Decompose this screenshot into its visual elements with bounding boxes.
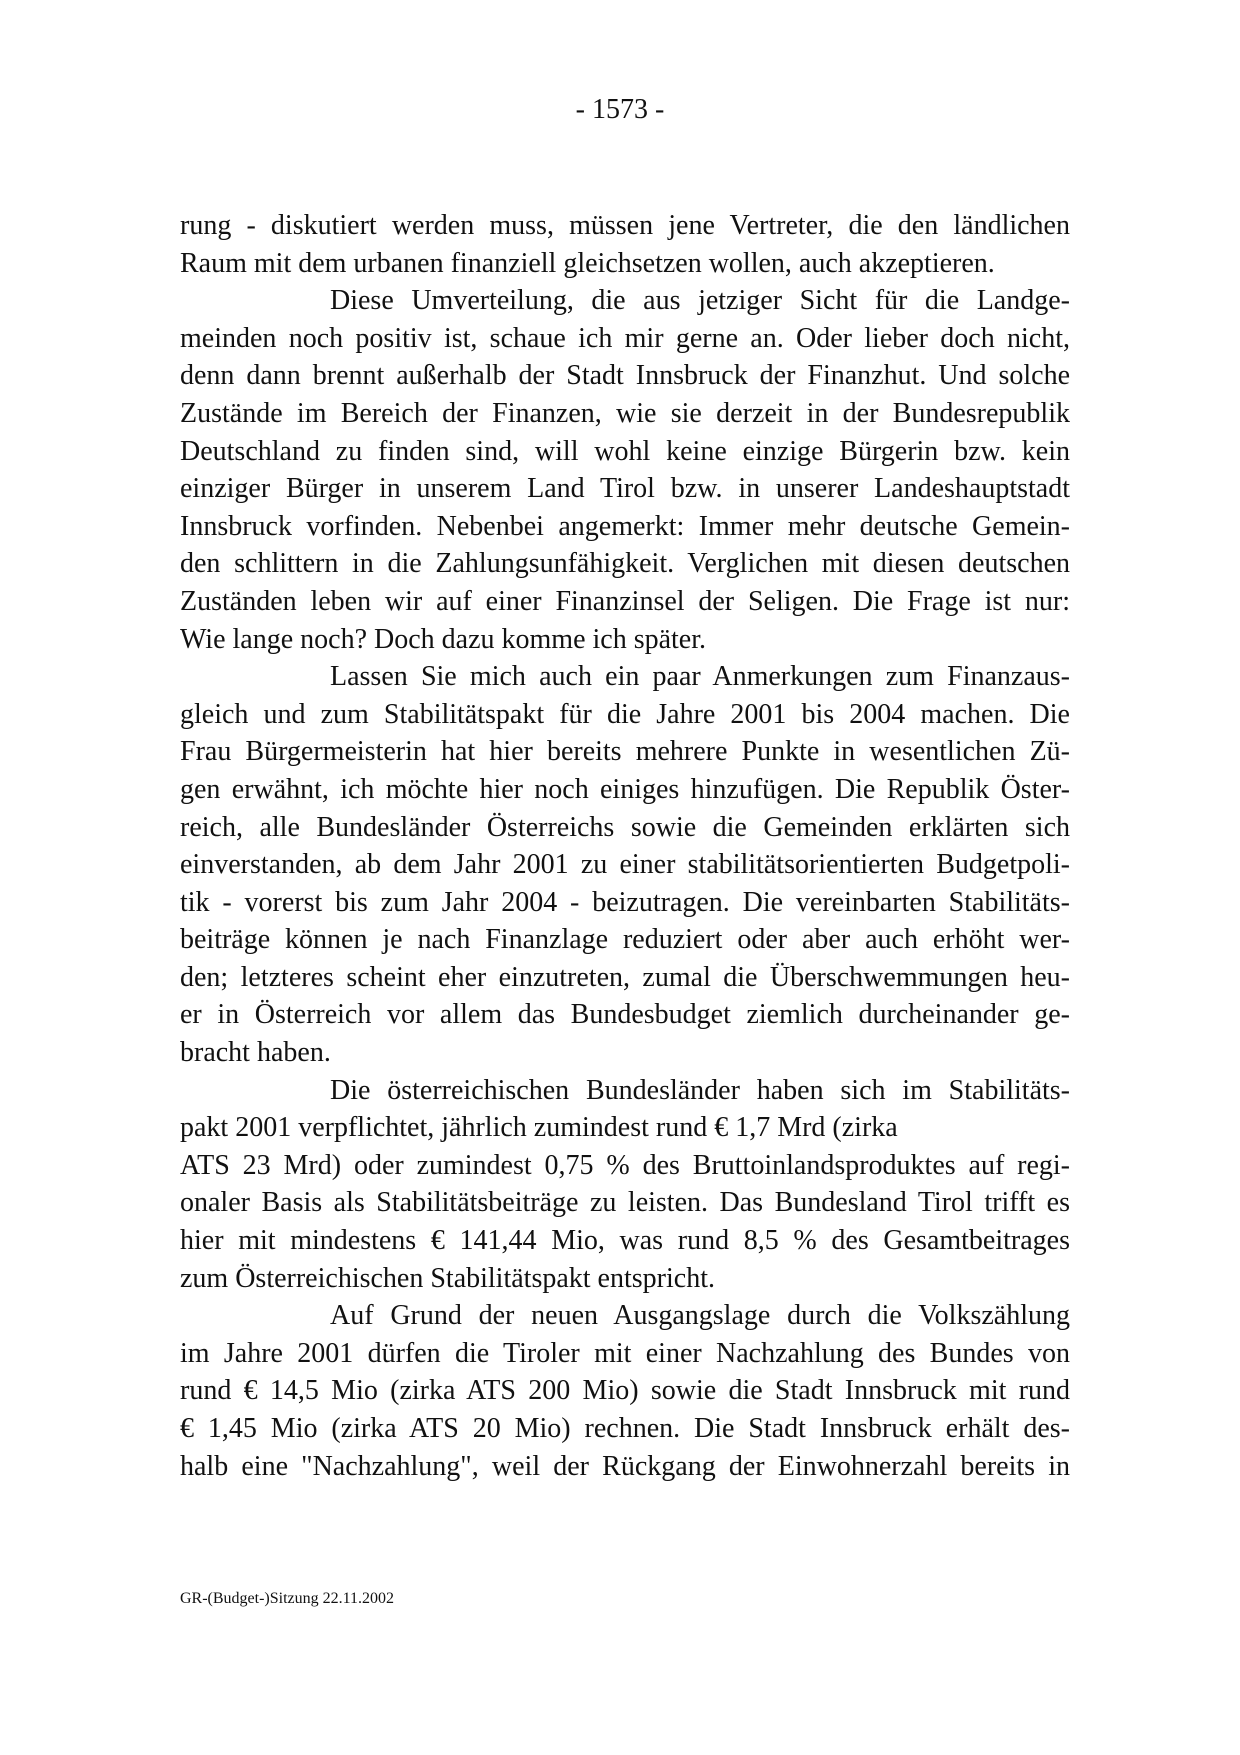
paragraph (180, 1297, 1070, 1485)
paragraph (180, 1072, 1070, 1298)
text-line: rung - diskutiert werden muss, müssen jene Vertreter, die den ländlichen (180, 210, 1070, 241)
text-line: Zuständen leben wir auf einer Finanzinsel der Seligen. Die Frage ist nur: (180, 585, 1070, 617)
text-line: zum Österreichischen Stabilitätspakt entspricht. (180, 1262, 715, 1294)
text-line: einverstanden, ab dem Jahr 2001 zu einer stabilitätsorientierten Budgetpoli- (180, 849, 1070, 881)
footer-session-label: GR-(Budget-)Sitzung 22.11.2002 (180, 1590, 395, 1607)
text-line: halb eine "Nachzahlung", weil der Rückgang der Einwohnerzahl bereits in (180, 1450, 1070, 1482)
text-line: den; letzteres scheint eher einzutreten, zumal die Überschwemmungen heu- (180, 961, 1070, 993)
paragraph (180, 658, 1070, 1072)
text-line: Raum mit dem urbanen finanziell gleichsetzen wollen, auch akzeptieren. (180, 247, 995, 279)
text-line: beiträge können je nach Finanzlage reduziert oder aber auch erhöht wer- (180, 924, 1070, 956)
text-line: Die österreichischen Bundesländer haben sich im Stabilitäts- (330, 1074, 1070, 1106)
text-line: Wie lange noch? Doch dazu komme ich später. (180, 623, 707, 655)
text-line: reich, alle Bundesländer Österreichs sowie die Gemeinden erklärten sich (180, 811, 1070, 843)
text-line: hier mit mindestens € 141,44 Mio, was rund 8,5 % des Gesamtbeitrages (180, 1225, 1070, 1257)
page-number: - 1573 - (575, 94, 665, 125)
text-line: Lassen Sie mich auch ein paar Anmerkungen zum Finanzaus- (330, 661, 1070, 693)
text-line: den schlittern in die Zahlungsunfähigkeit. Verglichen mit diesen deutschen (180, 548, 1070, 580)
text-line: tik - vorerst bis zum Jahr 2004 - beizutragen. Die vereinbarten Stabilitäts- (180, 886, 1070, 918)
text-line: rund € 14,5 Mio (zirka ATS 200 Mio) sowie die Stadt Innsbruck mit rund (180, 1375, 1070, 1407)
text-line: meinden noch positiv ist, schaue ich mir gerne an. Oder lieber doch nicht, (180, 322, 1070, 354)
text-line: Zustände im Bereich der Finanzen, wie sie derzeit in der Bundesrepublik (180, 397, 1070, 429)
text-line: einziger Bürger in unserem Land Tirol bzw. in unserer Landeshauptstadt (180, 473, 1070, 505)
text-line: Frau Bürgermeisterin hat hier bereits mehrere Punkte in wesentlichen Zü- (180, 736, 1070, 768)
text-line: denn dann brennt außerhalb der Stadt Innsbruck der Finanzhut. Und solche (180, 360, 1070, 392)
text-line: onaler Basis als Stabilitätsbeiträge zu leisten. Das Bundesland Tirol trifft es (180, 1187, 1070, 1219)
paragraph (180, 282, 1070, 658)
text-line: ATS 23 Mrd) oder zumindest 0,75 % des Bruttoinlandsproduktes auf regi- (180, 1149, 1070, 1181)
text-line: er in Österreich vor allem das Bundesbudget ziemlich durcheinander ge- (180, 999, 1070, 1031)
text-line: Diese Umverteilung, die aus jetziger Sicht für die Landge- (330, 285, 1070, 317)
body-text (180, 207, 1070, 1485)
text-line: im Jahre 2001 dürfen die Tiroler mit einer Nachzahlung des Bundes von (180, 1337, 1070, 1369)
paragraph (180, 207, 1070, 282)
text-line: gen erwähnt, ich möchte hier noch einiges hinzufügen. Die Republik Öster- (180, 773, 1070, 805)
text-line: € 1,45 Mio (zirka ATS 20 Mio) rechnen. Die Stadt Innsbruck erhält des- (180, 1413, 1070, 1444)
text-line: Innsbruck vorfinden. Nebenbei angemerkt: Immer mehr deutsche Gemein- (180, 510, 1070, 542)
text-line: Auf Grund der neuen Ausgangslage durch die Volkszählung (330, 1300, 1070, 1332)
text-line: pakt 2001 verpflichtet, jährlich zumindest rund € 1,7 Mrd (zirka (180, 1112, 898, 1144)
text-line: Deutschland zu finden sind, will wohl keine einzige Bürgerin bzw. kein (180, 435, 1070, 467)
text-line: bracht haben. (180, 1037, 331, 1069)
text-line: gleich und zum Stabilitätspakt für die Jahre 2001 bis 2004 machen. Die (180, 698, 1070, 730)
